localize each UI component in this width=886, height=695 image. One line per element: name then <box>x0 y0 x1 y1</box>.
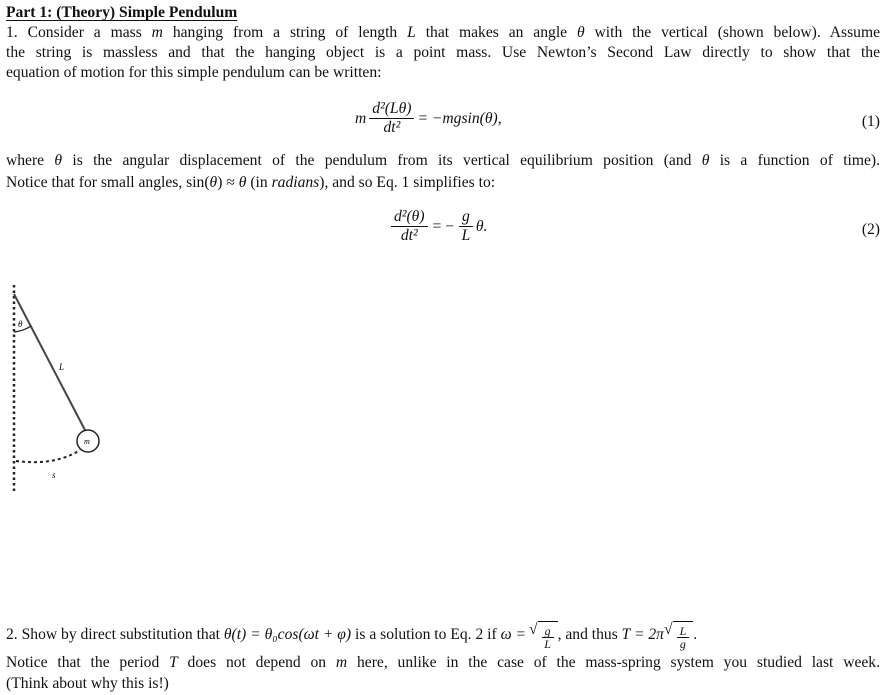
math-symbol: m <box>151 24 163 41</box>
para3-line3: (Think about why this is!) <box>6 675 169 692</box>
text-segment: ), and so Eq. 1 simplifies to: <box>319 174 496 191</box>
eq2-g: g <box>459 208 473 227</box>
text-segment: here, unlike in the case of the mass-spring system you studied last week. <box>347 654 880 671</box>
frac <box>542 625 554 650</box>
text-segment: hanging from a string of length <box>162 24 408 41</box>
L: L <box>677 625 690 638</box>
math-symbol: L <box>407 24 416 41</box>
math-symbol: θ <box>576 24 585 41</box>
theta-label: θ <box>18 319 23 329</box>
mass-label: m <box>84 437 90 446</box>
eq1-numerator: d²(Lθ) <box>369 100 414 119</box>
math-symbol: θ <box>238 174 247 191</box>
text: . <box>693 626 698 643</box>
eq1-denominator: dt² <box>383 119 401 136</box>
eq2-L: L <box>461 227 471 244</box>
text-segment: with the vertical (shown below). Assume <box>584 24 880 41</box>
para3-line2 <box>6 654 880 672</box>
text: is a solution to Eq. 2 if <box>351 626 501 643</box>
eq2-equals: = − <box>432 217 455 235</box>
text-segment: ) ≈ <box>217 174 239 191</box>
eq2-tail: θ. <box>475 217 488 235</box>
math-symbol: T <box>169 654 178 671</box>
eq2-g-over-L <box>459 208 473 245</box>
eq2-denominator: dt² <box>400 227 418 244</box>
text-segment: that makes an angle <box>415 24 577 41</box>
omega-label: ω = <box>500 626 526 643</box>
sqrt-L-over-g: √ $\frac{L}{g}$ <box>664 621 693 650</box>
equation-1 <box>355 100 502 137</box>
pendulum-diagram <box>0 280 130 495</box>
para2-line1 <box>6 152 880 170</box>
section-title: Part 1: (Theory) Simple Pendulum <box>6 4 238 21</box>
math-symbol: radians <box>271 174 320 191</box>
solution-formula: θ(t) = θ₀cos(ωt + φ) <box>223 626 352 643</box>
L: L <box>544 636 551 651</box>
length-label: L <box>59 362 65 372</box>
g: g <box>679 636 686 651</box>
para1-line1 <box>6 24 880 42</box>
frac <box>677 625 690 650</box>
arc-length-label: s <box>52 470 56 480</box>
text: 2. Show by direct substitution that <box>6 626 224 643</box>
eq1-number: (1) <box>861 113 880 130</box>
period-label: T = 2π <box>621 626 664 643</box>
eq1-fraction <box>369 100 414 137</box>
arc-path-s <box>16 450 80 462</box>
text-segment: Notice that for small angles, sin( <box>6 174 210 191</box>
para2-line2 <box>6 174 880 192</box>
para1-line2 <box>6 44 880 62</box>
eq1-mass: m <box>355 109 367 127</box>
eq2-number: (2) <box>861 221 880 238</box>
text-segment: is a function of time). <box>709 152 881 169</box>
para3-line1 <box>6 620 880 650</box>
eq1-rhs: = −mgsin(θ), <box>417 109 502 127</box>
math-symbol: θ <box>209 174 218 191</box>
text-segment: where <box>6 152 55 169</box>
math-symbol: m <box>335 654 348 671</box>
math-symbol: θ <box>701 152 710 169</box>
math-symbol: θ <box>54 152 63 169</box>
text-segment: 1. Consider a mass <box>6 24 152 41</box>
text-segment: equation of motion for this simple pendulum can be written: <box>6 64 382 81</box>
text: , and thus <box>557 626 622 643</box>
text-segment: the string is massless and that the hanging object is a point mass. Use Newton’s Second Law directly to show that the <box>6 44 880 61</box>
text-segment: does not depend on <box>177 654 336 671</box>
text-segment: (in <box>246 174 272 191</box>
sqrt-g-over-L: √ $\frac{g}{L}$ <box>529 621 558 650</box>
g: g <box>542 625 554 638</box>
eq2-fraction <box>391 208 428 245</box>
text-segment: Notice that the period <box>6 654 170 671</box>
pendulum-string <box>14 294 86 432</box>
eq2-numerator: d²(θ) <box>391 208 428 227</box>
equation-2 <box>388 208 487 245</box>
para1-line3 <box>6 64 880 82</box>
text-segment: is the angular displacement of the pendulum from its vertical equilibrium position (and <box>62 152 702 169</box>
theta-arc <box>14 326 31 332</box>
